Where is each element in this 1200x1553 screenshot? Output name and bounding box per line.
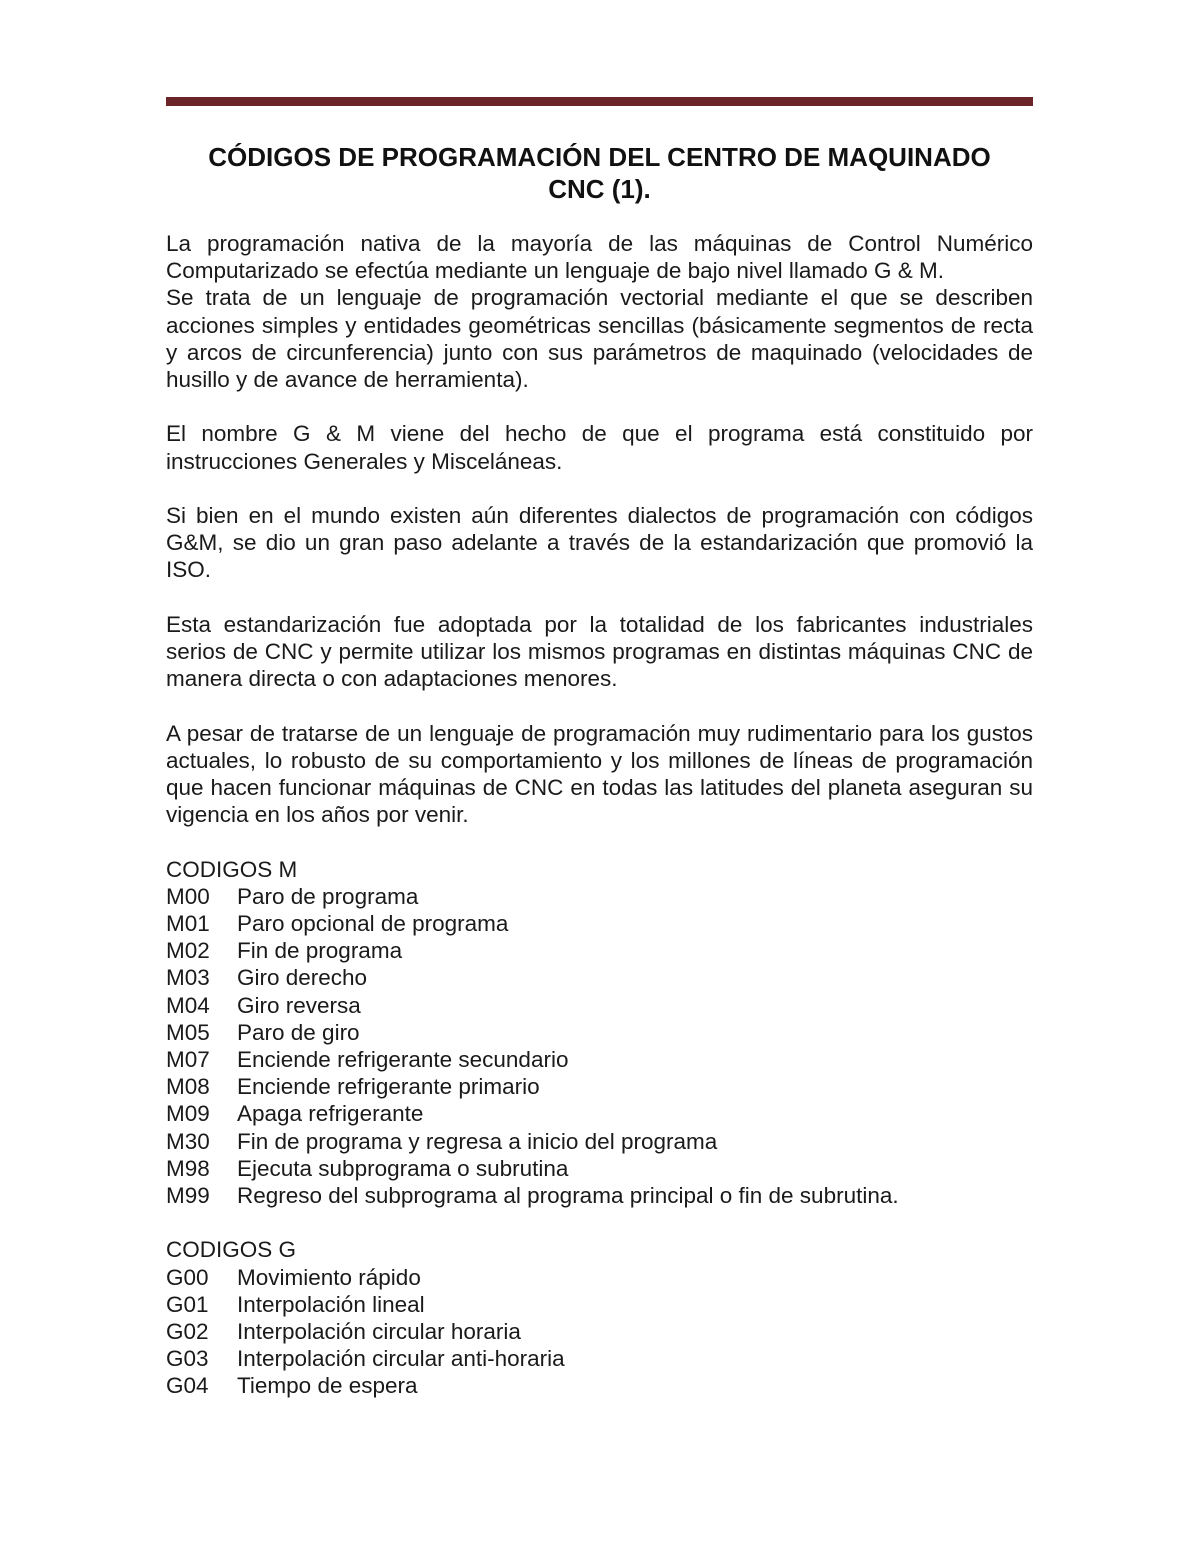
code: M02 xyxy=(166,938,210,964)
paragraph: A pesar de tratarse de un lenguaje de programación muy rudimentario para los gustos actuales, lo robusto de su comportamiento y los millones de líneas de programación que hacen funcionar máquinas de CNC en todas las latitudes del planeta aseguran su vigencia en los años por venir. xyxy=(166,720,1033,828)
code-description: Enciende refrigerante secundario xyxy=(237,1047,569,1073)
title-line-2: CNC (1). xyxy=(548,174,651,204)
code: M00 xyxy=(166,883,210,909)
code: M01 xyxy=(166,911,210,936)
code-row xyxy=(166,964,1033,991)
code: M30 xyxy=(166,1128,210,1154)
m-codes-list xyxy=(166,883,1033,1209)
code-row xyxy=(166,1291,1033,1318)
code-row xyxy=(166,1372,1033,1399)
code: M08 xyxy=(166,1074,210,1100)
m-codes-heading: CODIGOS M xyxy=(166,856,298,882)
code: M09 xyxy=(166,1101,210,1127)
code-description: Interpolación circular anti-horaria xyxy=(237,1346,565,1372)
code: M99 xyxy=(166,1183,210,1209)
code-description: Giro derecho xyxy=(237,965,368,991)
code-row xyxy=(166,1318,1033,1345)
code-description: Interpolación lineal xyxy=(237,1291,425,1317)
document-title xyxy=(166,141,1033,205)
code-row xyxy=(166,1073,1033,1100)
code-row xyxy=(166,1100,1033,1127)
paragraph: La programación nativa de la mayoría de las máquinas de Control Numérico Computarizado se efectúa mediante un lenguaje de bajo nivel llamado G & M. xyxy=(166,231,1033,284)
code: G01 xyxy=(166,1291,209,1317)
paragraph: El nombre G & M viene del hecho de que el programa está constituido por instrucciones Generales y Misceláneas. xyxy=(166,421,1033,474)
code-row xyxy=(166,1155,1033,1182)
code-row xyxy=(166,992,1033,1019)
code-description: Fin de programa xyxy=(237,938,403,964)
code-description: Fin de programa y regresa a inicio del programa xyxy=(237,1128,718,1154)
code: M05 xyxy=(166,1019,210,1045)
paragraph: Se trata de un lenguaje de programación vectorial mediante el que se describen acciones simples y entidades geométricas sencillas (básicamente segmentos de recta y arcos de circunferencia) junto con sus parámetros de maquinado (velocidades de husillo y de avance de herramienta). xyxy=(166,285,1033,393)
code-row xyxy=(166,910,1033,937)
document-body xyxy=(166,230,1033,1400)
code-description: Interpolación circular horaria xyxy=(237,1319,521,1345)
code: M98 xyxy=(166,1155,210,1181)
code-description: Apaga refrigerante xyxy=(237,1101,424,1127)
code-description: Regreso del subprograma al programa principal o fin de subrutina. xyxy=(237,1183,899,1209)
code: M07 xyxy=(166,1047,210,1073)
code-description: Paro opcional de programa xyxy=(237,911,509,936)
code-row xyxy=(166,1345,1033,1372)
code: G04 xyxy=(166,1373,209,1399)
header-rule xyxy=(166,97,1033,106)
code-description: Ejecuta subprograma o subrutina xyxy=(237,1155,569,1181)
code-description: Paro de giro xyxy=(237,1019,360,1045)
code-description: Movimiento rápido xyxy=(237,1264,421,1290)
code: M04 xyxy=(166,992,210,1018)
paragraph: Esta estandarización fue adoptada por la totalidad de los fabricantes industriales serios de CNC y permite utilizar los mismos programas en distintas máquinas CNC de manera directa o con adaptaciones menores. xyxy=(166,611,1033,692)
g-codes-heading: CODIGOS G xyxy=(166,1237,297,1263)
paragraph: Si bien en el mundo existen aún diferentes dialectos de programación con códigos G&M, se dio un gran paso adelante a través de la estandarización que promovió la ISO. xyxy=(166,503,1033,583)
code-row xyxy=(166,1264,1033,1291)
code: M03 xyxy=(166,965,210,991)
code-row xyxy=(166,883,1033,910)
code-row xyxy=(166,1128,1033,1155)
code: G03 xyxy=(166,1346,209,1372)
code-description: Paro de programa xyxy=(237,883,419,909)
code-description: Giro reversa xyxy=(237,992,361,1018)
code-row xyxy=(166,1019,1033,1046)
code-row xyxy=(166,937,1033,964)
code-row xyxy=(166,1182,1033,1209)
code: G00 xyxy=(166,1264,209,1290)
code-description: Tiempo de espera xyxy=(237,1373,418,1399)
g-codes-list xyxy=(166,1264,1033,1400)
title-line-1: CÓDIGOS DE PROGRAMACIÓN DEL CENTRO DE MAQUINADO xyxy=(208,142,991,172)
code: G02 xyxy=(166,1319,209,1345)
code-description: Enciende refrigerante primario xyxy=(237,1074,540,1100)
code-row xyxy=(166,1046,1033,1073)
